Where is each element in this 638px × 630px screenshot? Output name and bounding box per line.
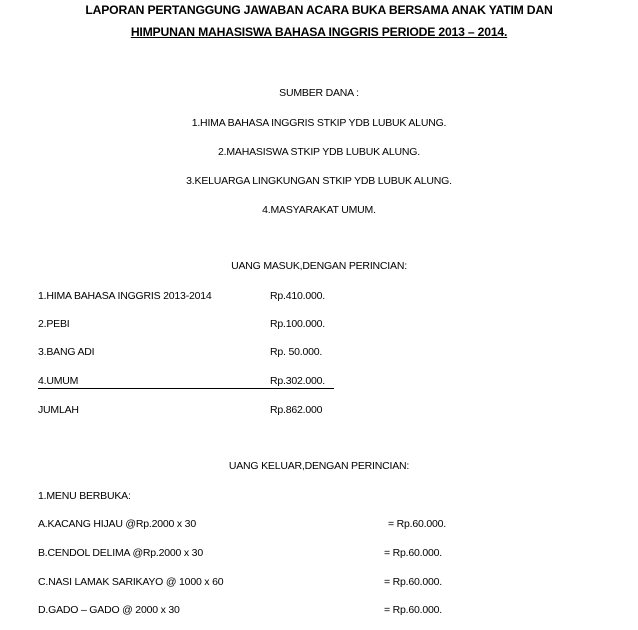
uang-masuk-label: 3.BANG ADI: [38, 346, 95, 358]
report-title-line-1: LAPORAN PERTANGGUNG JAWABAN ACARA BUKA BERSAMA ANAK YATIM DAN: [85, 3, 553, 17]
uang-masuk-amount: Rp.410.000.: [270, 290, 326, 302]
report-title-line-2: [0, 25, 638, 39]
uang-masuk-amount: Rp.302.000.: [270, 375, 326, 387]
sumber-dana-item: 2.MAHASISWA STKIP YDB LUBUK ALUNG.: [218, 146, 420, 158]
uang-masuk-total-label: JUMLAH: [38, 404, 79, 416]
uang-masuk-label: 2.PEBI: [38, 318, 70, 330]
uang-masuk-label: 4.UMUM: [38, 375, 79, 387]
sumber-dana-item: 4.MASYARAKAT UMUM.: [262, 204, 376, 216]
uang-keluar-section: 1.MENU BERBUKA:: [38, 490, 131, 502]
sum-underline: [38, 388, 334, 389]
sumber-dana-heading: SUMBER DANA :: [279, 87, 359, 99]
sumber-dana-item: 1.HIMA BAHASA INGGRIS STKIP YDB LUBUK ALUNG.: [191, 117, 447, 129]
uang-keluar-amount: = Rp.60.000.: [388, 518, 447, 530]
uang-masuk-amount: Rp. 50.000.: [270, 346, 323, 358]
uang-masuk-heading: UANG MASUK,DENGAN PERINCIAN:: [231, 260, 407, 272]
uang-masuk-total-amount: Rp.862.000: [270, 404, 323, 416]
uang-keluar-heading: UANG KELUAR,DENGAN PERINCIAN:: [228, 460, 410, 472]
uang-keluar-amount: = Rp.60.000.: [384, 547, 443, 559]
uang-keluar-label: D.GADO – GADO @ 2000 x 30: [38, 604, 180, 616]
uang-keluar-amount: = Rp.60.000.: [384, 604, 443, 616]
uang-keluar-label: C.NASI LAMAK SARIKAYO @ 1000 x 60: [38, 576, 224, 588]
report-title-line-2-text: HIMPUNAN MAHASISWA BAHASA INGGRIS PERIODE 2013 – 2014.: [130, 25, 508, 39]
sumber-dana-item: 3.KELUARGA LINGKUNGAN STKIP YDB LUBUK ALUNG.: [186, 175, 452, 187]
uang-keluar-label: B.CENDOL DELIMA @Rp.2000 x 30: [38, 547, 203, 559]
uang-keluar-amount: = Rp.60.000.: [384, 576, 443, 588]
uang-masuk-label: 1.HIMA BAHASA INGGRIS 2013-2014: [38, 290, 212, 302]
uang-masuk-amount: Rp.100.000.: [270, 318, 326, 330]
uang-keluar-label: A.KACANG HIJAU @Rp.2000 x 30: [38, 518, 196, 530]
